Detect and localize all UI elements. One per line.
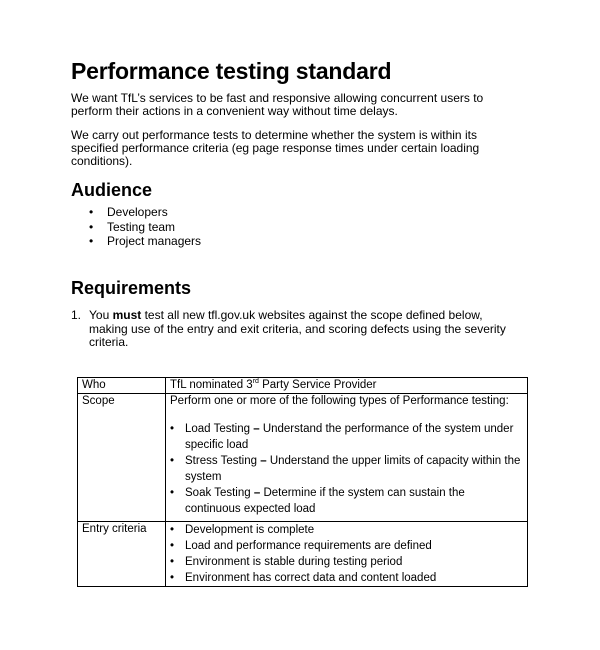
audience-item: • Project managers [89,234,201,249]
audience-item: • Testing team [89,220,201,235]
scope-value [166,394,528,522]
requirements-table [77,377,528,587]
intro-paragraph-2: We carry out performance tests to determine whether the system is within its specified performance criteria (eg page response times under certain loading conditions). [71,128,480,168]
requirement-text [89,309,516,350]
table-row-who [78,378,528,394]
requirement-number: 1. [71,308,82,322]
scope-item-name: Soak Testing [185,487,251,499]
scope-item-desc: Understand the upper limits of capacity within the system [185,455,521,483]
page-title: Performance testing standard [71,58,392,84]
requirement-emphasis: must [112,308,142,322]
requirements-heading: Requirements [71,278,192,298]
audience-item: • Developers [89,205,201,220]
scope-list [170,421,523,517]
table-row-scope [78,394,528,522]
intro-paragraph-1: We want TfL’s services to be fast and responsive allowing concurrent users to perform their actions in a convenient way without time delays. [71,91,484,118]
requirement-item-1 [71,309,516,350]
entry-criteria-item: • Environment is stable during testing period [170,554,523,570]
audience-heading: Audience [71,180,153,200]
scope-intro: Perform one or more of the following types of Performance testing: [170,395,509,407]
scope-item-desc: Understand the performance of the system under specific load [185,423,514,451]
entry-criteria-label: Entry criteria [78,522,166,587]
scope-item-name: Load Testing [185,423,251,435]
scope-item [170,421,523,453]
scope-item [170,453,523,485]
who-value-superscript: rd [252,378,259,386]
requirement-text-start: You [89,308,113,322]
scope-item [170,485,523,517]
scope-item-dash: – [250,487,264,499]
scope-item-dash: – [257,455,270,467]
entry-criteria-item: • Load and performance requirements are defined [170,538,523,554]
entry-criteria-item: • Environment has correct data and content loaded [170,570,523,586]
who-label: Who [78,378,166,394]
entry-criteria-item: • Development is complete [170,522,523,538]
scope-label: Scope [78,394,166,522]
requirement-text-rest: test all new tfl.gov.uk websites against the scope defined below, making use of the entry and exit criteria, and scoring defects using the severity criteria. [89,308,506,349]
who-value [166,378,528,394]
scope-item-dash: – [250,423,263,435]
who-value-end: Party Service Provider [258,379,377,391]
entry-criteria-value [166,522,528,587]
who-value-start: TfL nominated 3 [170,379,253,391]
entry-criteria-list [170,522,523,586]
audience-list [89,205,201,249]
scope-item-desc: Determine if the system can sustain the continuous expected load [185,487,465,515]
scope-item-name: Stress Testing [185,455,258,467]
table-row-entry [78,522,528,587]
